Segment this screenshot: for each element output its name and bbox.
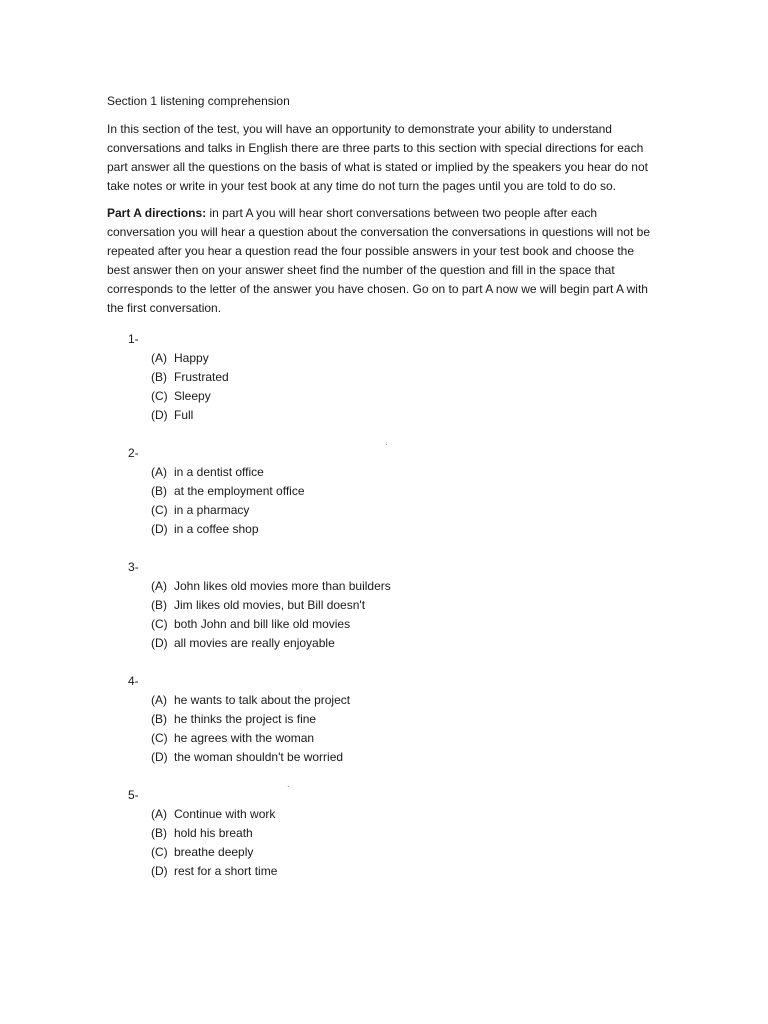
option-a: (A) in a dentist office bbox=[151, 465, 264, 479]
part-a-directions bbox=[107, 204, 655, 318]
option-c: (C) breathe deeply bbox=[151, 845, 254, 859]
question-4 bbox=[128, 672, 655, 767]
question-1 bbox=[128, 330, 655, 425]
option-a: (A) Happy bbox=[151, 351, 209, 365]
answer-options bbox=[151, 349, 655, 425]
option-b: (B) at the employment office bbox=[151, 484, 305, 498]
option-b: (B) he thinks the project is fine bbox=[151, 712, 317, 726]
document-page bbox=[107, 92, 655, 900]
answer-options bbox=[151, 577, 655, 653]
option-c: (C) he agrees with the woman bbox=[151, 731, 315, 745]
option-c: (C) in a pharmacy bbox=[151, 503, 250, 517]
option-d: (D) in a coffee shop bbox=[151, 522, 259, 536]
option-b: (B) Jim likes old movies, but Bill doesn't bbox=[151, 598, 366, 612]
question-number: 4- bbox=[128, 674, 139, 688]
option-a: (A) John likes old movies more than builders bbox=[151, 579, 391, 593]
option-c: (C) both John and bill like old movies bbox=[151, 617, 351, 631]
intro-paragraph: In this section of the test, you will have an opportunity to demonstrate your ability to understand conversations and talks in English there are three parts to this section with special directions for each part answer all the questions on the basis of what is stated or implied by the speakers you hear do not take notes or write in your test book at any time do not turn the pages until you are told to do so. bbox=[107, 122, 648, 193]
question-number: 5- ˋ bbox=[128, 785, 290, 802]
question-3 bbox=[128, 558, 655, 653]
option-d: (D) rest for a short time bbox=[151, 864, 278, 878]
question-5 bbox=[128, 786, 655, 881]
option-c: (C) Sleepy bbox=[151, 389, 211, 403]
answer-options bbox=[151, 691, 655, 767]
question-number: 3- bbox=[128, 560, 139, 574]
part-a-label: Part A directions: bbox=[107, 206, 207, 220]
answer-options bbox=[151, 463, 655, 539]
option-b: (B) Frustrated bbox=[151, 370, 229, 384]
question-list bbox=[107, 330, 655, 881]
answer-options bbox=[151, 805, 655, 881]
option-b: (B) hold his breath bbox=[151, 826, 253, 840]
part-a-text: in part A you will hear short conversations between two people after each conversation you will hear a question about the conversation the conversations in questions will not be repeated after you hear a question read the four possible answers in your test book and choose the best answer then on your answer sheet find the number of the question and fill in the space that corresponds to the letter of the answer you have chosen. Go on to part A now we will begin part A with the first conversation. bbox=[107, 206, 650, 315]
option-a: (A) he wants to talk about the project bbox=[151, 693, 351, 707]
option-d: (D) the woman shouldn't be worried bbox=[151, 750, 344, 764]
option-d: (D) all movies are really enjoyable bbox=[151, 636, 335, 650]
stray-mark: ˋ bbox=[287, 785, 290, 794]
option-d: (D) Full bbox=[151, 408, 194, 422]
stray-mark: ˋ bbox=[385, 443, 388, 452]
question-number: 2- ˋ bbox=[128, 443, 388, 460]
section-title: Section 1 listening comprehension bbox=[107, 94, 290, 108]
question-2 bbox=[128, 444, 655, 539]
option-a: (A) Continue with work bbox=[151, 807, 276, 821]
question-number: 1- bbox=[128, 332, 139, 346]
